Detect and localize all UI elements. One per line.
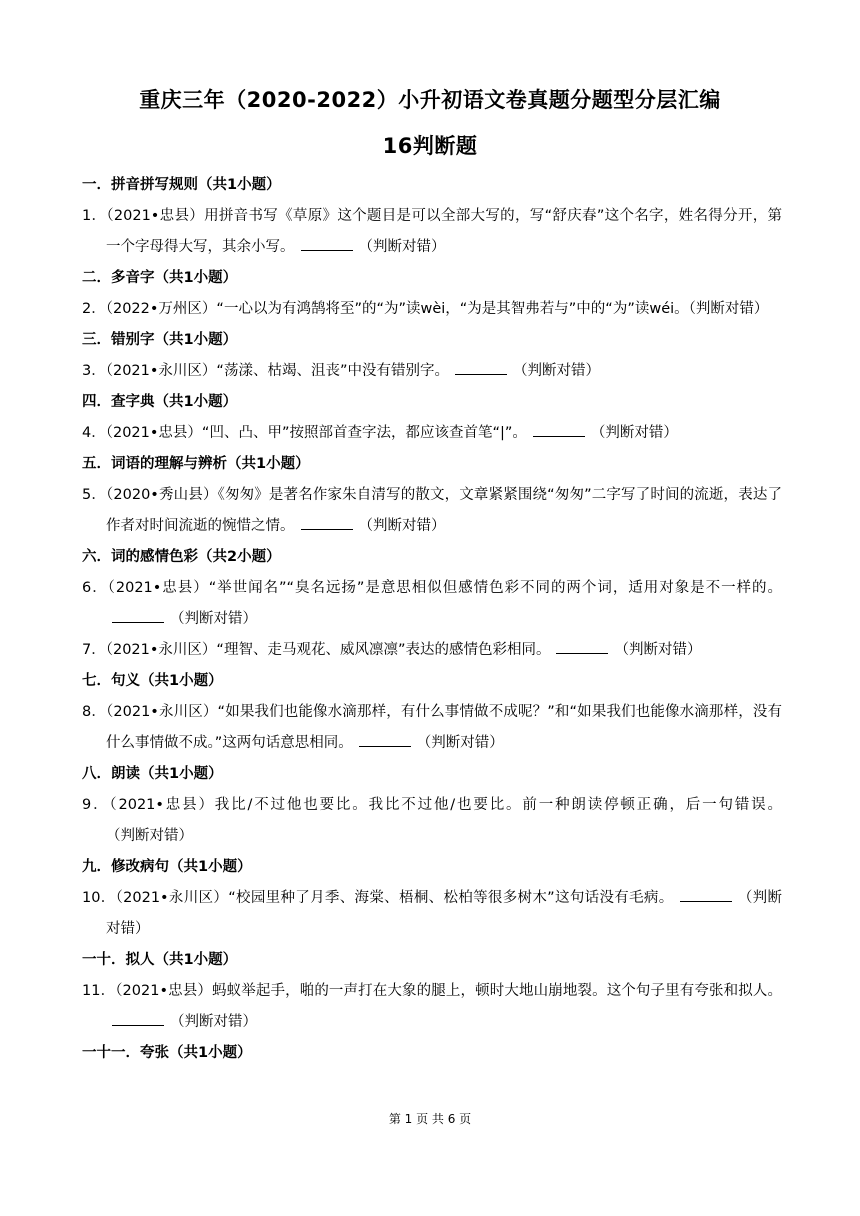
judge-hint: （判断对错） xyxy=(358,518,446,534)
judge-hint: （判断对错） xyxy=(688,301,769,317)
question-list xyxy=(82,170,782,1069)
section-heading: 三．错别字（共1小题） xyxy=(82,332,238,348)
question-text: 6．（2021•忠县）“举世闻名”“臭名远扬”是意思相似但感情色彩不同的两个词，适用对象是不一样的。 xyxy=(82,580,782,596)
question-text: 8．（2021•永川区）“如果我们也能像水滴那样，有什么事情做不成呢？”和“如果我们也能像水滴那样，没有什么事情做不成。”这两句话意思相同。 xyxy=(82,704,782,751)
answer-blank[interactable] xyxy=(359,730,411,747)
judge-hint: （判断对错） xyxy=(416,735,504,751)
answer-blank[interactable] xyxy=(112,606,164,623)
question-item xyxy=(82,356,782,387)
question-text: 10．（2021•永川区）“校园里种了月季、海棠、梧桐、松柏等很多树木”这句话没有毛病。 xyxy=(82,890,674,906)
question-item xyxy=(82,294,782,325)
section-heading: 四．查字典（共1小题） xyxy=(82,394,238,410)
answer-blank[interactable] xyxy=(301,513,353,530)
judge-hint: （判断对错） xyxy=(106,890,782,937)
question-text: 2．（2022•万州区）“一心以为有鸿鹄将至”的“为”读wèi，“为是其智弗若与”中的“为”读wéi。 xyxy=(82,301,689,317)
judge-hint: （判断对错） xyxy=(170,611,257,627)
section-heading: 七．句义（共1小题） xyxy=(82,673,223,689)
section-heading: 八．朗读（共1小题） xyxy=(82,766,223,782)
question-text: 9．（2021•忠县）我比/不过他也要比。我比不过他/也要比。前一种朗读停顿正确，后一句错误。 xyxy=(82,797,782,813)
question-text: 5．（2020•秀山县）《匆匆》是著名作家朱自清写的散文，文章紧紧围绕“匆匆”二字写了时间的流逝，表达了作者对时间流逝的惋惜之情。 xyxy=(82,487,782,534)
answer-blank[interactable] xyxy=(455,358,507,375)
question-item xyxy=(82,790,782,852)
answer-blank[interactable] xyxy=(533,420,585,437)
question-item xyxy=(82,201,782,263)
judge-hint: （判断对错） xyxy=(512,363,600,379)
answer-blank[interactable] xyxy=(556,637,608,654)
question-item xyxy=(82,883,782,945)
page-footer: 第 1 页 共 6 页 xyxy=(388,1112,472,1126)
judge-hint: （判断对错） xyxy=(614,642,702,658)
section-heading: 九．修改病句（共1小题） xyxy=(82,859,252,875)
question-item xyxy=(82,976,782,1038)
question-text: 11．（2021•忠县）蚂蚁举起手，啪的一声打在大象的腿上，顿时大地山崩地裂。这个句子里有夸张和拟人。 xyxy=(82,983,782,999)
section-heading: 六．词的感情色彩（共2小题） xyxy=(82,549,281,565)
judge-hint: （判断对错） xyxy=(590,425,678,441)
answer-blank[interactable] xyxy=(301,234,353,251)
question-text: 1．（2021•忠县）用拼音书写《草原》这个题目是可以全部大写的，写“舒庆春”这个名字，姓名得分开，第一个字母得大写，其余小写。 xyxy=(82,208,782,255)
section-heading: 一十．拟人（共1小题） xyxy=(82,952,238,968)
question-item xyxy=(82,418,782,449)
document-subtitle: 16判断题 xyxy=(382,134,478,158)
judge-hint: （判断对错） xyxy=(170,1014,257,1030)
answer-blank[interactable] xyxy=(680,885,732,902)
answer-blank[interactable] xyxy=(112,1009,164,1026)
question-item xyxy=(82,635,782,666)
judge-hint: （判断对错） xyxy=(106,828,193,844)
document-title: 重庆三年（2020-2022）小升初语文卷真题分题型分层汇编 xyxy=(139,88,721,112)
question-item xyxy=(82,573,782,635)
question-text: 4．（2021•忠县）“凹、凸、甲”按照部首查字法，都应该查首笔“|”。 xyxy=(82,425,527,441)
section-heading: 一十一．夸张（共1小题） xyxy=(82,1045,252,1061)
section-heading: 五．词语的理解与辨析（共1小题） xyxy=(82,456,310,472)
judge-hint: （判断对错） xyxy=(358,239,446,255)
question-text: 3．（2021•永川区）“荡漾、枯竭、沮丧”中没有错别字。 xyxy=(82,363,449,379)
question-item xyxy=(82,480,782,542)
section-heading: 二．多音字（共1小题） xyxy=(82,270,238,286)
question-item xyxy=(82,697,782,759)
question-text: 7．（2021•永川区）“理智、走马观花、威风凛凛”表达的感情色彩相同。 xyxy=(82,642,551,658)
section-heading: 一．拼音拼写规则（共1小题） xyxy=(82,177,281,193)
